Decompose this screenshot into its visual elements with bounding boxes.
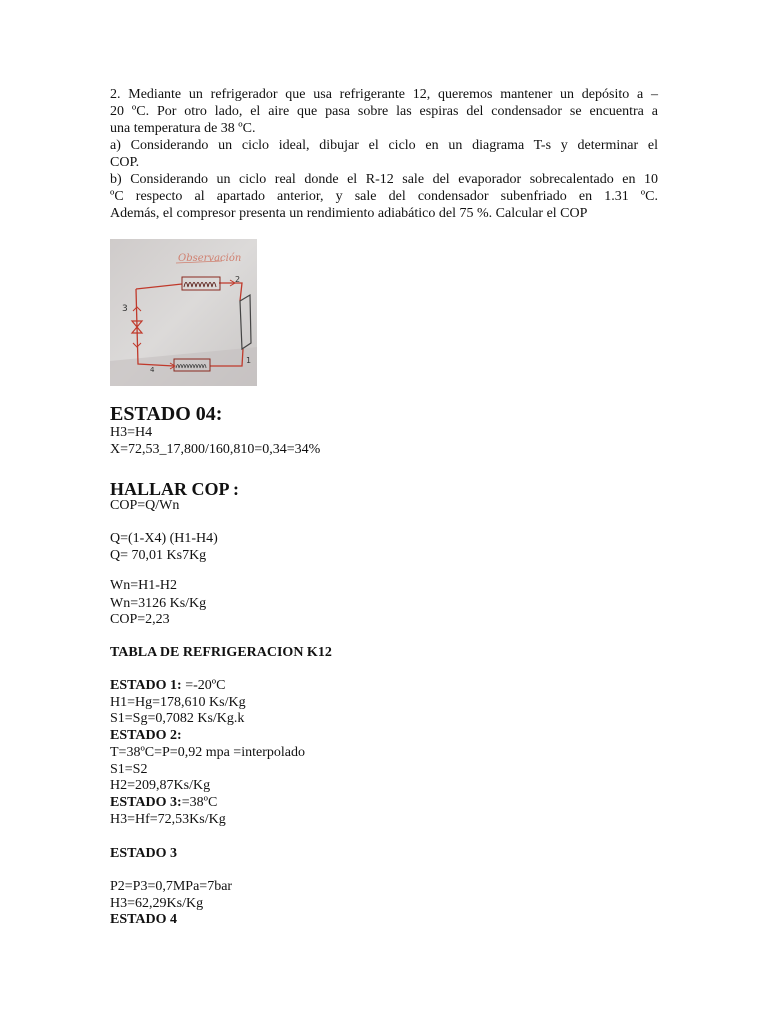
estado04-line: H3=H4 — [110, 425, 153, 440]
state-label-3: 3 — [122, 304, 128, 314]
estado3-label: ESTADO 3: — [110, 795, 182, 810]
estado1-line — [110, 678, 225, 695]
estado04-line: X=72,53_17,800/160,810=0,34=34% — [110, 442, 321, 457]
estado1-value: =-20ºC — [181, 678, 226, 693]
problem-line: b) Considerando un ciclo real donde el R-12 sale del evaporador sobrecalentado en 10 — [110, 172, 658, 187]
q-formula: Q=(1-X4) (H1-H4) — [110, 531, 218, 546]
cop-heading: HALLAR COP : — [110, 479, 240, 499]
estado3-detail: H3=Hf=72,53Ks/Kg — [110, 812, 226, 827]
problem-line: Además, el compresor presenta un rendimiento adiabático del 75 %. Calcular el COP — [110, 206, 588, 221]
estado1-label: ESTADO 1: — [110, 678, 182, 693]
estado1-detail: H1=Hg=178,610 Ks/Kg — [110, 695, 246, 710]
problem-statement — [110, 86, 658, 222]
cycle-sketch-svg — [110, 239, 257, 386]
estado2-detail: S1=S2 — [110, 762, 148, 777]
estado04-heading: ESTADO 04: — [110, 403, 223, 425]
estado2-label: ESTADO 2: — [110, 728, 182, 743]
problem-line: COP. — [110, 155, 140, 170]
wn-formula: Wn=H1-H2 — [110, 578, 177, 593]
estado1-detail: S1=Sg=0,7082 Ks/Kg.k — [110, 711, 245, 726]
cop-value: COP=2,23 — [110, 612, 170, 627]
sketch-title: Observación — [178, 253, 242, 264]
estado3b-label: ESTADO 3 — [110, 846, 178, 861]
problem-line: ºC respecto al apartado anterior, y sale del condensador subenfriado en 1.31 ºC. — [110, 189, 658, 204]
q-value: Q= 70,01 Ks7Kg — [110, 548, 207, 563]
estado3b-detail: H3=62,29Ks/Kg — [110, 896, 204, 911]
problem-line: 2. Mediante un refrigerador que usa refrigerante 12, queremos mantener un depósito a – — [110, 87, 658, 102]
problem-line: 20 ºC. Por otro lado, el aire que pasa sobre las espiras del condensador se encuentra a — [110, 104, 658, 119]
problem-line: una temperatura de 38 ºC. — [110, 121, 256, 136]
estado4-label: ESTADO 4 — [110, 912, 178, 927]
state-label-2: 2 — [235, 275, 241, 284]
cop-formula: COP=Q/Wn — [110, 498, 180, 513]
state-label-1: 1 — [246, 356, 252, 365]
wn-value: Wn=3126 Ks/Kg — [110, 596, 207, 611]
problem-line: a) Considerando un ciclo ideal, dibujar el ciclo en un diagrama T-s y determinar el — [110, 138, 658, 153]
estado3-line — [110, 795, 217, 812]
estado3b-detail: P2=P3=0,7MPa=7bar — [110, 879, 233, 894]
estado2-detail: H2=209,87Ks/Kg — [110, 778, 211, 793]
cycle-sketch-image — [110, 239, 257, 386]
tabla-title: TABLA DE REFRIGERACION K12 — [110, 645, 332, 660]
estado3-value: =38ºC — [181, 795, 218, 810]
state-label-4: 4 — [150, 366, 155, 374]
estado2-detail: T=38ºC=P=0,92 mpa =interpolado — [110, 745, 305, 760]
